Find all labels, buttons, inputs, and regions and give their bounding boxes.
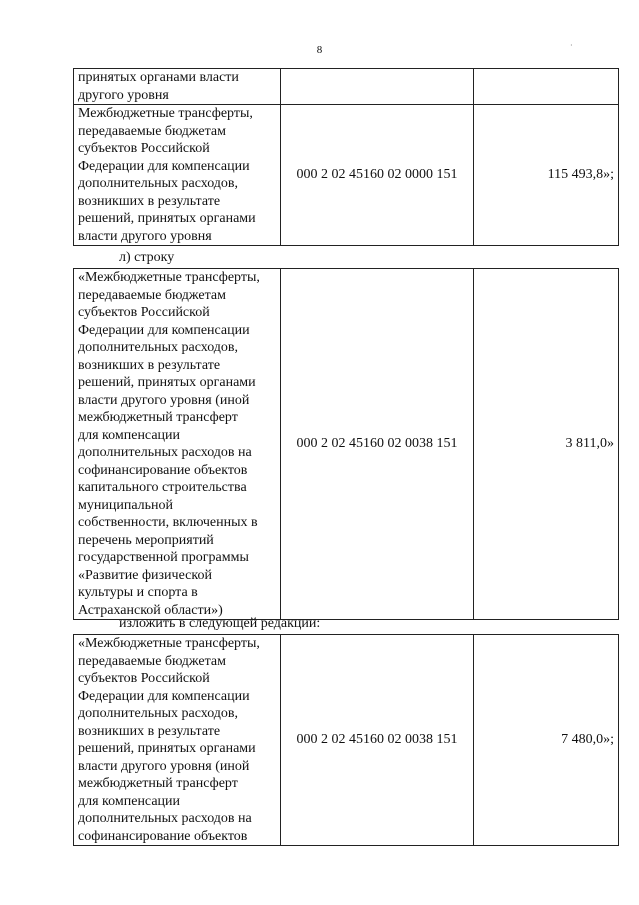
description-line: дополнительных расходов, <box>78 340 239 355</box>
description-line: Межбюджетные трансферты, <box>78 106 253 121</box>
description-line: субъектов Российской <box>78 671 210 686</box>
scan-mark: · <box>570 41 573 50</box>
row-description <box>74 635 281 846</box>
description-line: принятых органами власти <box>78 70 239 85</box>
row-value: 115 493,8»; <box>474 105 619 246</box>
description-line: Астраханской области») <box>78 602 223 618</box>
description-line: «Межбюджетные трансферты, <box>78 270 260 285</box>
table-row <box>74 269 619 620</box>
budget-table-old-line <box>73 268 619 620</box>
row-code: 000 2 02 45160 02 0038 151 <box>281 269 474 620</box>
description-line: «Развитие физической <box>78 567 212 583</box>
description-line: дополнительных расходов, <box>78 176 239 191</box>
description-line: решений, принятых органами <box>78 375 256 390</box>
instruction-line: изложить в следующей редакции: <box>119 616 321 631</box>
description-line: решений, принятых органами <box>78 741 256 756</box>
instruction-line: л) строку <box>119 250 175 265</box>
description-line: для компенсации <box>78 793 181 809</box>
description-line: другого уровня <box>78 87 169 103</box>
budget-table-new-line <box>73 634 619 846</box>
budget-table-previous <box>73 68 619 246</box>
description-line: культуры и спорта в <box>78 585 198 600</box>
description-line: субъектов Российской <box>78 305 210 320</box>
description-line: софинансирование объектов <box>78 462 248 478</box>
description-line: передаваемые бюджетам <box>78 287 226 303</box>
page-number: 8 <box>316 44 323 56</box>
table-row <box>74 69 619 105</box>
row-value: 7 480,0»; <box>474 635 619 846</box>
row-description <box>74 105 281 246</box>
description-line: дополнительных расходов, <box>78 706 239 721</box>
description-line: для компенсации <box>78 427 181 443</box>
description-line: государственной программы <box>78 550 249 565</box>
description-line: власти другого уровня (иной <box>78 758 250 774</box>
description-line: Федерации для компенсации <box>78 158 250 174</box>
description-line: субъектов Российской <box>78 141 210 156</box>
description-line: возникших в результате <box>78 357 221 373</box>
description-line: дополнительных расходов на <box>78 445 252 460</box>
row-description <box>74 269 281 620</box>
description-line: Федерации для компенсации <box>78 688 250 704</box>
description-line: передаваемые бюджетам <box>78 653 226 669</box>
description-line: власти другого уровня (иной <box>78 392 250 408</box>
description-line: софинансирование объектов <box>78 828 248 844</box>
description-line: возникших в результате <box>78 193 221 209</box>
description-line: власти другого уровня <box>78 228 212 244</box>
row-value <box>474 69 619 105</box>
row-code: 000 2 02 45160 02 0000 151 <box>281 105 474 246</box>
description-line: капитального строительства <box>78 480 247 495</box>
row-code <box>281 69 474 105</box>
description-line: межбюджетный трансферт <box>78 776 238 791</box>
description-line: «Межбюджетные трансферты, <box>78 636 260 651</box>
description-line: Федерации для компенсации <box>78 322 250 338</box>
description-line: дополнительных расходов на <box>78 811 252 826</box>
row-code: 000 2 02 45160 02 0038 151 <box>281 635 474 846</box>
description-line: перечень мероприятий <box>78 532 214 548</box>
description-line: решений, принятых органами <box>78 211 256 226</box>
description-line: межбюджетный трансферт <box>78 410 238 425</box>
row-description <box>74 69 281 105</box>
table-row <box>74 105 619 246</box>
description-line: возникших в результате <box>78 723 221 739</box>
row-value: 3 811,0» <box>474 269 619 620</box>
description-line: муниципальной <box>78 497 174 513</box>
table-row <box>74 635 619 846</box>
description-line: собственности, включенных в <box>78 515 258 530</box>
description-line: передаваемые бюджетам <box>78 123 226 139</box>
